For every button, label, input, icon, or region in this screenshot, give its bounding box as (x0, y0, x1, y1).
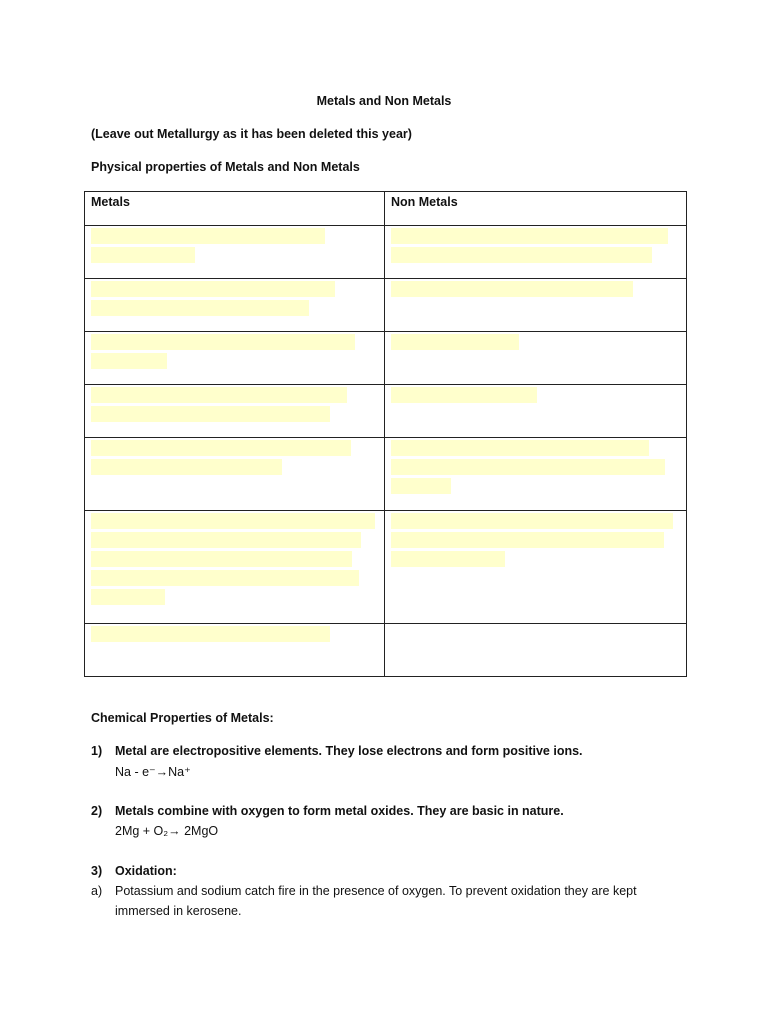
redacted-highlight (91, 247, 195, 263)
sub-item-letter: a) (91, 884, 103, 898)
table-row (85, 385, 687, 438)
redacted-highlight (91, 387, 347, 403)
list-item (91, 864, 177, 878)
item-statement: Metal are electropositive elements. They lose electrons and form positive ions. (115, 744, 583, 758)
table-row (85, 511, 687, 624)
physical-properties-heading: Physical properties of Metals and Non Metals (91, 160, 360, 174)
redacted-highlight (91, 459, 282, 475)
sub-list-item (91, 884, 637, 898)
item-statement: Oxidation: (115, 864, 177, 878)
physical-properties-table (84, 191, 687, 677)
syllabus-note: (Leave out Metallurgy as it has been deleted this year) (91, 127, 412, 141)
redacted-highlight (391, 513, 673, 529)
chemical-equation: Na - e⁻→Na⁺ (115, 765, 191, 779)
chemical-equation: 2Mg + O₂→ 2MgO (115, 824, 219, 838)
redacted-highlight (91, 334, 355, 350)
chemical-properties-heading: Chemical Properties of Metals: (91, 711, 274, 725)
redacted-highlight (91, 513, 375, 529)
list-item (91, 804, 564, 818)
redacted-highlight (91, 626, 330, 642)
redacted-highlight (91, 406, 330, 422)
table-row (85, 624, 687, 677)
redacted-highlight (91, 228, 325, 244)
sub-item-text: Potassium and sodium catch fire in the presence of oxygen. To prevent oxidation they are kept (115, 884, 637, 898)
redacted-highlight (391, 247, 652, 263)
table-header-row (85, 192, 687, 226)
table-row (85, 332, 687, 385)
redacted-highlight (391, 440, 649, 456)
list-item (91, 744, 583, 758)
redacted-highlight (91, 353, 167, 369)
non-metals-column-header: Non Metals (385, 192, 687, 226)
redacted-highlight (391, 551, 505, 567)
redacted-highlight (391, 281, 633, 297)
redacted-highlight (391, 532, 664, 548)
redacted-highlight (391, 478, 451, 494)
redacted-highlight (91, 300, 309, 316)
redacted-highlight (91, 440, 351, 456)
redacted-highlight (91, 589, 165, 605)
redacted-highlight (91, 281, 335, 297)
redacted-highlight (91, 532, 361, 548)
item-number: 3) (91, 864, 103, 878)
metals-column-header: Metals (85, 192, 385, 226)
table-row (85, 438, 687, 511)
redacted-highlight (391, 459, 665, 475)
redacted-highlight (91, 551, 352, 567)
table-row (85, 226, 687, 279)
redacted-highlight (91, 570, 359, 586)
item-number: 1) (91, 744, 103, 758)
table-row (85, 279, 687, 332)
redacted-highlight (391, 334, 519, 350)
redacted-highlight (391, 387, 537, 403)
sub-item-continuation: immersed in kerosene. (115, 904, 242, 918)
item-number: 2) (91, 804, 103, 818)
item-statement: Metals combine with oxygen to form metal oxides. They are basic in nature. (115, 804, 564, 818)
redacted-highlight (391, 228, 668, 244)
page-title: Metals and Non Metals (316, 94, 452, 108)
